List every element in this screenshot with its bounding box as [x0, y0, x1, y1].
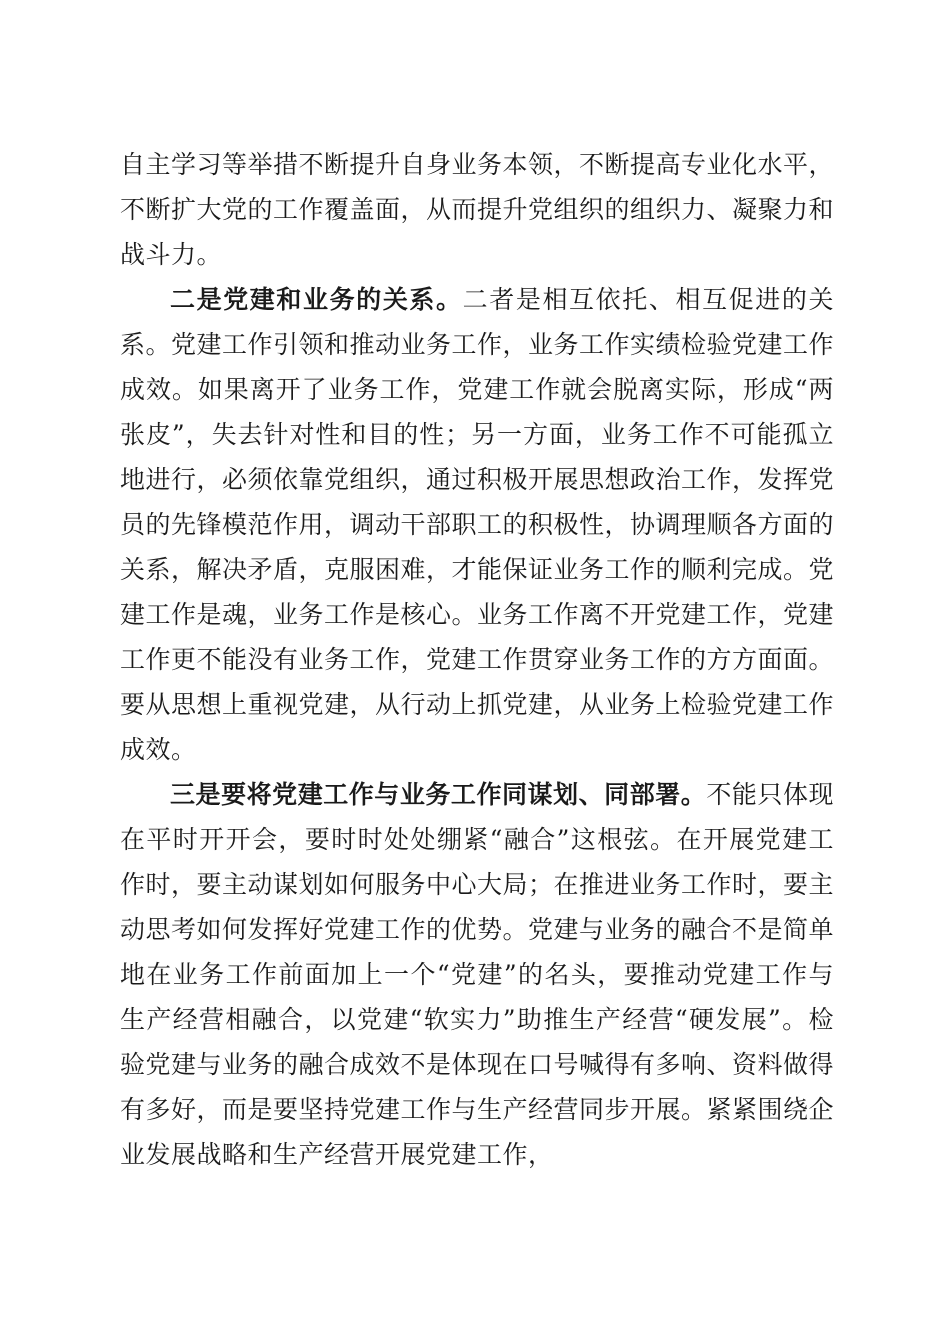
paragraph-2-text: 二者是相互依托、相互促进的关系。党建工作引领和推动业务工作，业务工作实绩检验党建工作成效。如果离开了业务工作，党建工作就会脱离实际，形成“两张皮”，失去针对性和目的性；另一方面，业务工作不可能孤立地进行，必须依靠党组织，通过积极开展思想政治工作，发挥党员的先锋模范作用，调动干部职工的积极性，协调理顺各方面的关系，解决矛盾，克服困难，才能保证业务工作的顺利完成。党建工作是魂，业务工作是核心。业务工作离不开党建工作，党建工作更不能没有业务工作，党建工作贯穿业务工作的方方面面。要从思想上重视党建，从行动上抓党建，从业务上检验党建工作成效。: [120, 285, 835, 764]
paragraph-3: [120, 772, 834, 1177]
document-page: [120, 142, 834, 1177]
paragraph-3-text: 不能只体现在平时开开会，要时时处处绷紧“融合”这根弦。在开展党建工作时，要主动谋划如何服务中心大局；在推进业务工作时，要主动思考如何发挥好党建工作的优势。党建与业务的融合不是简单地在业务工作前面加上一个“党建”的名头，要推动党建工作与生产经营相融合，以党建“软实力”助推生产经营“硬发展”。检验党建与业务的融合成效不是体现在口号喊得有多响、资料做得有多好，而是要坚持党建工作与生产经营同步开展。紧紧围绕企业发展战略和生产经营开展党建工作，: [120, 780, 835, 1169]
paragraph-2: [120, 277, 834, 772]
paragraph-3-lead: 三是要将党建工作与业务工作同谋划、同部署。: [170, 780, 707, 809]
paragraph-2-lead: 二是党建和业务的关系。: [170, 285, 463, 314]
paragraph-1-text: 自主学习等举措不断提升自身业务本领，不断提高专业化水平，不断扩大党的工作覆盖面，从而提升党组织的组织力、凝聚力和战斗力。: [120, 150, 835, 269]
paragraph-1: [120, 142, 834, 277]
